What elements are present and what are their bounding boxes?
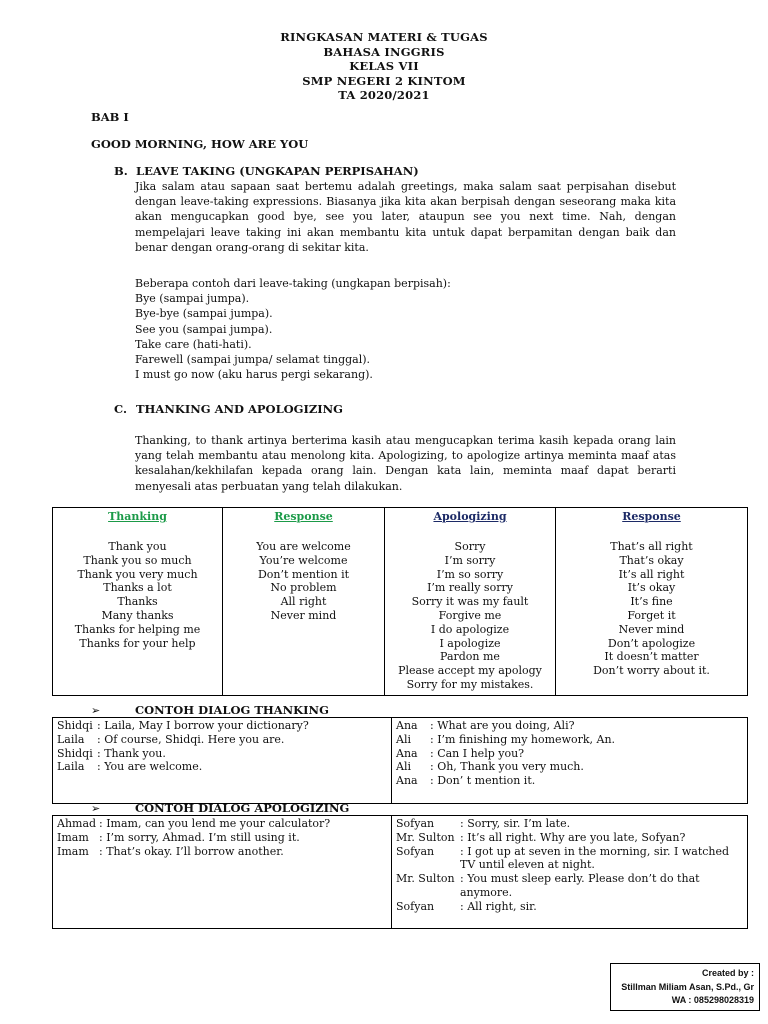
apologizing-expression: I do apologize bbox=[430, 622, 510, 636]
apologizing-response-expression: That’s okay bbox=[619, 553, 684, 567]
dialog-text: : Sorry, sir. I’m late. bbox=[460, 817, 571, 830]
thanking-response-expression: You are welcome bbox=[256, 540, 351, 553]
dialog-apologizing-heading bbox=[91, 801, 349, 815]
dialog-text: : I got up at seven in the morning, sir. I watched TV until eleven at night. bbox=[460, 844, 730, 872]
apologizing-response-header: Response bbox=[622, 510, 681, 523]
thanking-expression: Thanks bbox=[117, 595, 158, 609]
thanking-expression: Many thanks bbox=[101, 608, 174, 622]
dialog-speaker: Shidqi bbox=[57, 719, 93, 732]
dialog-speaker: Laila bbox=[57, 732, 85, 746]
dialog-line bbox=[57, 747, 387, 761]
thanking-expression: Thanks a lot bbox=[103, 581, 172, 595]
dialog-line bbox=[396, 872, 743, 900]
dialog-line bbox=[57, 719, 387, 733]
chapter-title: GOOD MORNING, HOW ARE YOU bbox=[91, 137, 309, 151]
apologizing-response-column bbox=[556, 508, 748, 696]
thanking-expression: Thanks for your help bbox=[79, 636, 196, 650]
document-header bbox=[0, 30, 768, 103]
dialog-apologizing-right bbox=[392, 816, 748, 929]
apologizing-response-expression: It’s okay bbox=[627, 581, 676, 595]
section-b-title: LEAVE TAKING (UNGKAPAN PERPISAHAN) bbox=[136, 164, 419, 178]
credit-created-by: Created by : bbox=[701, 968, 754, 978]
dialog-speaker: Ali bbox=[396, 760, 411, 774]
dialog-line bbox=[396, 831, 743, 845]
dialog-text: : Imam, can you lend me your calculator? bbox=[99, 817, 331, 830]
apologizing-expression: Sorry for my mistakes. bbox=[406, 677, 534, 691]
thanking-expression: Thanks for helping me bbox=[74, 622, 201, 636]
thanking-list bbox=[53, 525, 222, 653]
apologizing-expression: I’m really sorry bbox=[427, 581, 513, 595]
dialog-thanking-heading bbox=[91, 703, 329, 717]
apologizing-expression: Forgive me bbox=[438, 608, 502, 622]
dialog-speaker: Imam bbox=[57, 830, 89, 844]
thanking-column bbox=[53, 508, 223, 696]
leave-taking-example: See you (sampai jumpa). bbox=[135, 322, 273, 336]
dialog-apologizing-table bbox=[52, 815, 748, 929]
section-b-paragraph: Jika salam atau sapaan saat bertemu adalah greetings, maka salam saat perpisahan disebut dengan leave-taking expressions. Biasanya jika kita akan berpisah dengan seseorang maka kita akan mengucapkan good bye, see you later, ataupun see you next time. Nah, dengan mempelajari leave taking ini akan membantu kita untuk dapat berpamitan dengan baik dan benar dengan orang-orang di sekitar kita. bbox=[135, 180, 676, 254]
section-c-title: THANKING AND APOLOGIZING bbox=[136, 402, 343, 416]
bab-label: BAB I bbox=[91, 110, 129, 124]
header-line-2: BAHASA INGGRIS bbox=[323, 44, 445, 59]
apologizing-response-expression: Don’t apologize bbox=[607, 636, 696, 650]
dialog-text: : You are welcome. bbox=[97, 760, 203, 774]
apologizing-response-expression: Never mind bbox=[618, 622, 685, 636]
arrow-bullet-icon: ➢ bbox=[91, 704, 101, 717]
apologizing-expression: I apologize bbox=[439, 636, 501, 650]
dialog-line bbox=[57, 733, 387, 747]
apologizing-response-expression: It doesn’t matter bbox=[604, 650, 699, 664]
apologizing-column bbox=[385, 508, 556, 696]
credit-wa: WA : 085298028319 bbox=[671, 995, 754, 1005]
dialog-speaker: Ana bbox=[396, 746, 418, 760]
apologizing-expression: I’m sorry bbox=[444, 553, 496, 567]
section-c-paragraph: Thanking, to thank artinya berterima kasih atau mengucapkan terima kasih kepada orang lain yang telah membantu atau menolong kita. Apologizing, to apologize artinya meminta maaf atas kesalahan/kekhilafan kepada orang lain. Dengan kata lain, meminta maaf dapat berarti menyesali atas perbuatan yang telah dilakukan. bbox=[135, 434, 676, 493]
leave-taking-example: Bye-bye (sampai jumpa). bbox=[135, 307, 273, 321]
thanking-response-expression: No problem bbox=[270, 581, 337, 595]
leave-taking-example: Farewell (sampai jumpa/ selamat tinggal). bbox=[135, 353, 371, 367]
leave-taking-intro: Beberapa contoh dari leave-taking (ungkapan berpisah): bbox=[135, 277, 451, 290]
header-line-1: RINGKASAN MATERI & TUGAS bbox=[280, 30, 488, 44]
dialog-text: : Oh, Thank you very much. bbox=[430, 760, 584, 774]
dialog-thanking-table bbox=[52, 717, 748, 804]
dialog-line bbox=[57, 760, 387, 774]
thanking-response-column bbox=[223, 508, 385, 696]
dialog-line bbox=[396, 760, 743, 774]
apologizing-expression: Please accept my apology bbox=[398, 664, 542, 678]
section-c-heading bbox=[114, 402, 343, 416]
thanking-header: Thanking bbox=[108, 510, 167, 523]
apologizing-response-list bbox=[556, 525, 747, 681]
dialog-speaker: Ana bbox=[396, 774, 418, 788]
dialog-text: : What are you doing, Ali? bbox=[430, 719, 575, 732]
dialog-speaker: Mr. Sulton bbox=[396, 830, 455, 844]
dialog-speaker: Shidqi bbox=[57, 746, 93, 760]
apologizing-response-expression: It’s fine bbox=[630, 595, 673, 609]
apologizing-header: Apologizing bbox=[433, 510, 507, 523]
dialog-apologizing-left bbox=[53, 816, 392, 929]
thanking-response-expression: Don’t mention it bbox=[257, 567, 350, 581]
dialog-speaker: Sofyan bbox=[396, 899, 435, 913]
dialog-thanking-title: CONTOH DIALOG THANKING bbox=[135, 703, 329, 717]
leave-taking-example: Bye (sampai jumpa). bbox=[135, 292, 250, 306]
apologizing-expression: Pardon me bbox=[440, 650, 500, 664]
leave-taking-list bbox=[135, 276, 451, 382]
dialog-speaker: Ahmad bbox=[57, 817, 97, 830]
apologizing-expression: Sorry bbox=[454, 540, 486, 553]
dialog-line bbox=[396, 733, 743, 747]
dialog-apologizing-title: CONTOH DIALOG APOLOGIZING bbox=[135, 801, 350, 815]
dialog-line bbox=[396, 774, 743, 788]
dialog-speaker: Ana bbox=[396, 719, 418, 732]
dialog-line bbox=[396, 817, 743, 831]
expressions-table bbox=[52, 507, 748, 696]
apologizing-response-expression: Forget it bbox=[627, 608, 676, 622]
dialog-speaker: Mr. Sulton bbox=[396, 872, 455, 886]
dialog-thanking-left bbox=[53, 718, 392, 804]
section-c-letter: C. bbox=[114, 402, 127, 416]
thanking-response-expression: Never mind bbox=[270, 608, 337, 622]
dialog-line bbox=[396, 747, 743, 761]
dialog-text: : I’m sorry, Ahmad. I’m still using it. bbox=[99, 830, 300, 844]
thanking-expression: Thank you so much bbox=[83, 553, 192, 567]
apologizing-expression: I’m so sorry bbox=[436, 567, 504, 581]
apologizing-response-expression: Don’t worry about it. bbox=[593, 664, 710, 678]
arrow-bullet-icon: ➢ bbox=[91, 802, 101, 815]
dialog-text: : It’s all right. Why are you late, Sofyan? bbox=[460, 830, 686, 844]
credit-author: Stillman Miliam Asan, S.Pd., Gr bbox=[621, 981, 754, 992]
apologizing-response-expression: That’s all right bbox=[610, 540, 693, 553]
dialog-text: : I’m finishing my homework, An. bbox=[430, 732, 616, 746]
dialog-line bbox=[57, 817, 387, 831]
thanking-response-list bbox=[223, 525, 384, 626]
dialog-text: : Can I help you? bbox=[430, 746, 525, 760]
dialog-line bbox=[57, 845, 387, 859]
leave-taking-example: I must go now (aku harus pergi sekarang). bbox=[135, 368, 373, 382]
section-b-heading bbox=[114, 164, 419, 178]
dialog-text: : That’s okay. I’ll borrow another. bbox=[99, 844, 284, 858]
leave-taking-example: Take care (hati-hati). bbox=[135, 337, 252, 351]
dialog-text: : All right, sir. bbox=[460, 899, 537, 913]
thanking-response-header: Response bbox=[274, 510, 333, 523]
thanking-response-expression: You’re welcome bbox=[259, 553, 348, 567]
dialog-text: : You must sleep early. Please don’t do that anymore. bbox=[460, 872, 700, 899]
dialog-speaker: Ali bbox=[396, 732, 411, 746]
dialog-line bbox=[396, 845, 743, 873]
header-line-5: TA 2020/2021 bbox=[338, 88, 430, 102]
dialog-speaker: Laila bbox=[57, 760, 85, 774]
thanking-expression: Thank you bbox=[108, 540, 167, 553]
dialog-speaker: Imam bbox=[57, 844, 89, 858]
credit-box bbox=[610, 963, 760, 1011]
dialog-speaker: Sofyan bbox=[396, 817, 435, 830]
dialog-line bbox=[57, 831, 387, 845]
dialog-text: : Thank you. bbox=[97, 746, 166, 760]
dialog-thanking-right bbox=[392, 718, 748, 804]
dialog-text: : Of course, Shidqi. Here you are. bbox=[97, 732, 285, 746]
header-line-3: KELAS VII bbox=[349, 59, 419, 73]
thanking-response-expression: All right bbox=[280, 595, 327, 609]
section-b-letter: B. bbox=[114, 164, 128, 178]
apologizing-list bbox=[385, 525, 555, 695]
dialog-text: : Don’ t mention it. bbox=[430, 774, 536, 788]
dialog-text: : Laila, May I borrow your dictionary? bbox=[97, 719, 309, 732]
header-line-4: SMP NEGERI 2 KINTOM bbox=[302, 73, 466, 88]
apologizing-expression: Sorry it was my fault bbox=[411, 595, 529, 609]
thanking-expression: Thank you very much bbox=[77, 567, 198, 581]
dialog-speaker: Sofyan bbox=[396, 844, 435, 858]
dialog-line bbox=[396, 719, 743, 733]
apologizing-response-expression: It’s all right bbox=[618, 567, 685, 581]
dialog-line bbox=[396, 900, 743, 914]
